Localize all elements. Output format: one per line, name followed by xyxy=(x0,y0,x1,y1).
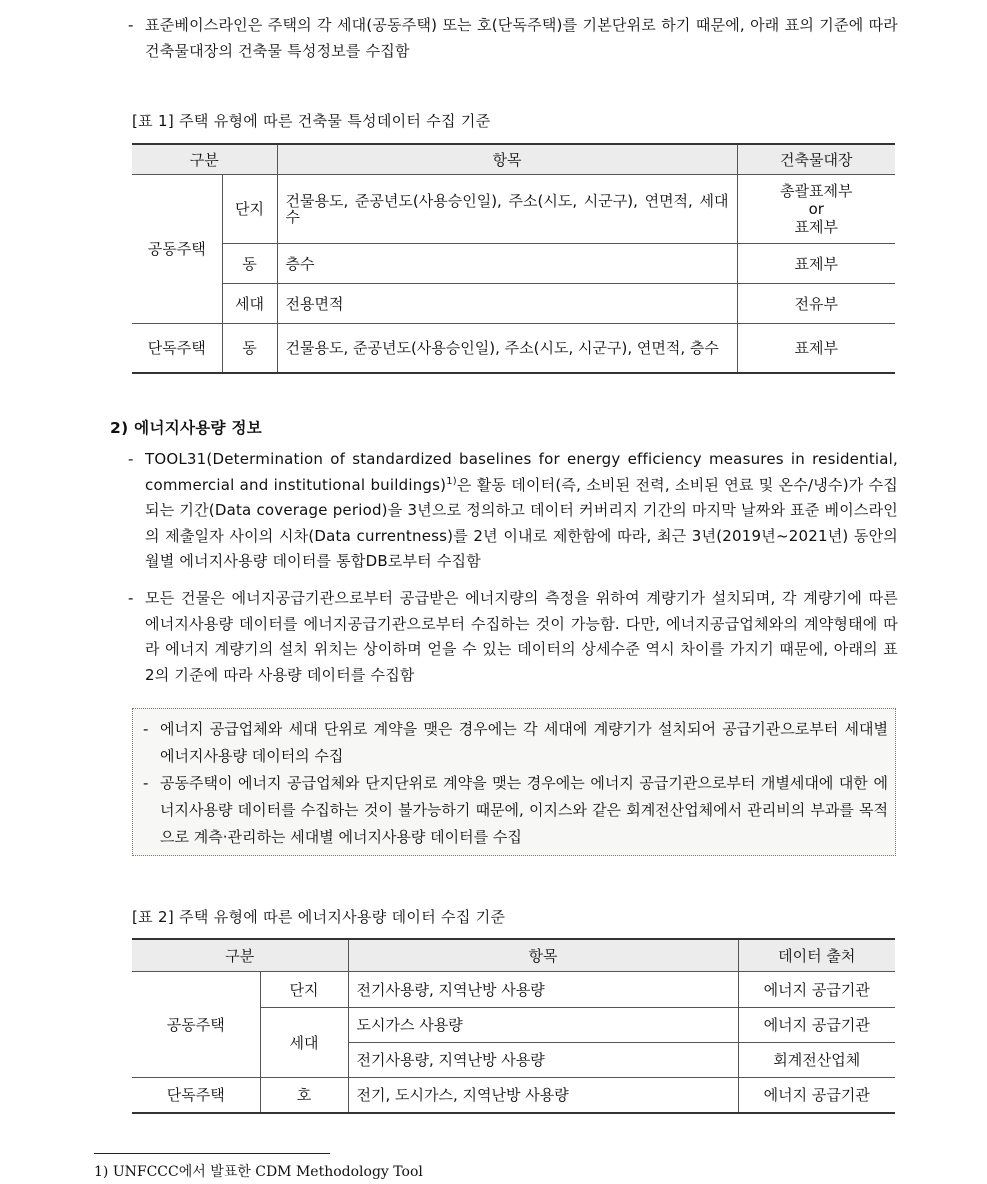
register-line: 표제부 xyxy=(794,217,838,236)
table2 xyxy=(132,938,895,1114)
table-row xyxy=(132,174,895,243)
table1-register: 표제부 xyxy=(737,243,895,283)
table2-header-item: 항목 xyxy=(348,939,738,971)
paragraph-text-b: 은 활동 데이터(즉, 소비된 전력, 소비된 연료 및 온수/냉수)가 수집되는 기간(Data coverage period)을 3년으로 정의하고 데이터 커버리지 기간의 마지막 날짜와 표준 베이스라인의 제출일자 사이의 시차(Data currentness)를 2년 이내로 제한함에 따라, 최근 3년(2019년~2021년) 동안의 월별 에너지사용량 데이터를 통합DB로부터 수집함 xyxy=(145,475,898,570)
table1-header-category: 구분 xyxy=(132,144,277,174)
table1-header-row xyxy=(132,144,895,174)
note-item xyxy=(143,716,888,770)
table1-caption: [표 1] 주택 유형에 따른 건축물 특성데이터 수집 기준 xyxy=(132,112,491,130)
table1-item: 층수 xyxy=(277,243,737,283)
table2-item: 도시가스 사용량 xyxy=(348,1007,738,1042)
table1-item: 건물용도, 준공년도(사용승인일), 주소(시도, 시군구), 연면적, 세대수 xyxy=(285,191,729,226)
table2-header-source: 데이터 출처 xyxy=(738,939,895,971)
footnote-ref: 1) xyxy=(446,475,457,487)
footnote-divider xyxy=(94,1153,330,1154)
bullet-dash: - xyxy=(143,720,149,738)
section2-paragraph-1 xyxy=(128,447,898,575)
register-line: or xyxy=(808,199,824,218)
table2-caption: [표 2] 주택 유형에 따른 에너지사용량 데이터 수집 기준 xyxy=(132,908,506,926)
intro-paragraph xyxy=(128,13,898,64)
note-box xyxy=(132,708,896,856)
table-row xyxy=(132,1077,895,1113)
footnote: 1) UNFCCC에서 발표한 CDM Methodology Tool xyxy=(94,1164,423,1180)
bullet-dash: - xyxy=(128,450,134,468)
bullet-dash: - xyxy=(143,774,149,792)
table2-item: 전기사용량, 지역난방 사용량 xyxy=(348,971,738,1007)
table1-header-register: 건축물대장 xyxy=(737,144,895,174)
table1-item: 전용면적 xyxy=(277,283,737,323)
table2-sub: 호 xyxy=(260,1077,348,1113)
table2-source: 에너지 공급기관 xyxy=(738,971,895,1007)
paragraph-text: 모든 건물은 에너지공급기관으로부터 공급받은 에너지량의 측정을 위하여 계량기가 설치되며, 각 계량기에 따른 에너지사용량 데이터를 에너지공급기관으로부터 수집하는 것이 가능함. 다만, 에너지공급업체와의 계약형태에 따라 에너지 계량기의 설치 위치는 상이하며 얻을 수 있는 데이터의 상세수준 역시 차이를 가지기 때문에, 아래의 표2의 기준에 따라 사용량 데이터를 수집함 xyxy=(145,589,898,684)
table2-header-category: 구분 xyxy=(132,939,348,971)
table1-sub: 단지 xyxy=(222,174,277,243)
table1-group-detached: 단독주택 xyxy=(132,323,222,373)
table2-group-apartment: 공동주택 xyxy=(132,971,260,1077)
register-line: 총괄표제부 xyxy=(780,181,853,200)
table2-source: 에너지 공급기관 xyxy=(738,1077,895,1113)
table1-group-apartment: 공동주택 xyxy=(132,174,222,323)
table1-sub: 동 xyxy=(222,323,277,373)
bullet-dash: - xyxy=(128,16,134,34)
table1-sub: 세대 xyxy=(222,283,277,323)
table2-item: 전기사용량, 지역난방 사용량 xyxy=(348,1042,738,1077)
note-text: 에너지 공급업체와 세대 단위로 계약을 맺은 경우에는 각 세대에 계량기가 설치되어 공급기관으로부터 세대별 에너지사용량 데이터의 수집 xyxy=(160,720,888,765)
table2-sub: 세대 xyxy=(260,1007,348,1077)
table-row xyxy=(132,283,895,323)
table2-source: 에너지 공급기관 xyxy=(738,1007,895,1042)
section-heading: 2) 에너지사용량 정보 xyxy=(110,419,263,437)
table2-item: 전기, 도시가스, 지역난방 사용량 xyxy=(348,1077,738,1113)
table2-group-detached: 단독주택 xyxy=(132,1077,260,1113)
table1-register: 표제부 xyxy=(737,323,895,373)
table1-register: 전유부 xyxy=(737,283,895,323)
section2-paragraph-2 xyxy=(128,586,898,688)
table2-sub: 단지 xyxy=(260,971,348,1007)
note-text: 공동주택이 에너지 공급업체와 단지단위로 계약을 맺는 경우에는 에너지 공급기관으로부터 개별세대에 대한 에너지사용량 데이터를 수집하는 것이 불가능하기 때문에, 이지스와 같은 회계전산업체에서 관리비의 부과를 목적으로 계측·관리하는 세대별 에너지사용량 데이터를 수집 xyxy=(160,774,888,846)
table1-register xyxy=(737,174,895,243)
note-item xyxy=(143,770,888,851)
table-row xyxy=(132,323,895,373)
table2-header-row xyxy=(132,939,895,971)
table1-sub: 동 xyxy=(222,243,277,283)
table2-source: 회계전산업체 xyxy=(738,1042,895,1077)
table-row xyxy=(132,971,895,1007)
paragraph-text-a: TOOL31(Determination of standardized baselines for energy efficiency measures in residential, commercial and institutional buildings) xyxy=(145,450,898,494)
paragraph-text xyxy=(128,447,898,575)
intro-text: 표준베이스라인은 주택의 각 세대(공동주택) 또는 호(단독주택)를 기본단위로 하기 때문에, 아래 표의 기준에 따라 건축물대장의 건축물 특성정보를 수집함 xyxy=(145,16,898,60)
table1-item: 건물용도, 준공년도(사용승인일), 주소(시도, 시군구), 연면적, 층수 xyxy=(285,338,719,357)
table-row xyxy=(132,243,895,283)
table1 xyxy=(132,143,895,374)
bullet-dash: - xyxy=(128,589,134,607)
table1-header-item: 항목 xyxy=(277,144,737,174)
